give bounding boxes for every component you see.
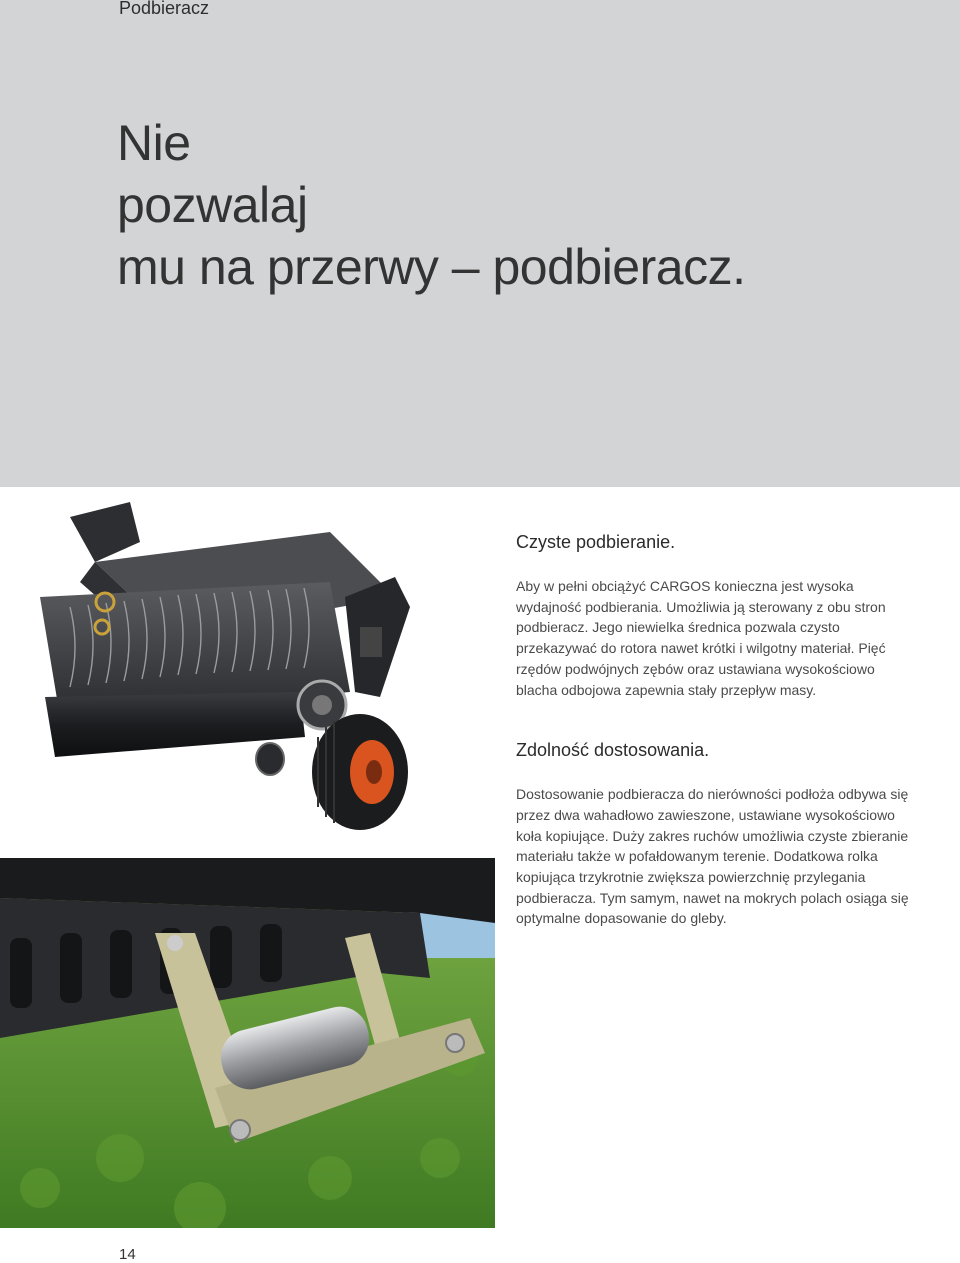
page-number: 14 [119,1246,136,1263]
pickup-machine-image [0,487,520,867]
title-line-3: mu na przerwy – podbieracz. [117,239,746,295]
title-line-1: Nie [117,115,191,171]
header-band [0,0,960,487]
title-line-2: pozwalaj [117,177,308,233]
pickup-field-photo [0,858,495,1228]
page-title [117,112,745,298]
section-label: Podbieracz [119,0,210,18]
text-column [516,530,916,929]
paragraph-clean-pickup: Aby w pełni obciążyć CARGOS konieczna jest wysoka wydajność podbierania. Umożliwia ją sterowany z obu stron podbieracz. Jego niewielka średnica pozwala czysto przekazywać do rotora nawet krótki i wilgotny materiał. Pięć rzędów podwójnych zębów oraz ustawiana wysokościowo blacha odbojowa zapewnia stały przepływ masy. [516,578,886,698]
paragraph-adaptability: Dostosowanie podbieracza do nierówności podłoża odbywa się przez dwa wahadłowo zawieszone, ustawiane wysokościowo koła kopiujące. Duży zakres ruchów umożliwia czyste zbieranie materiału także w pofałdowanym terenie. Dodatkowa rolka kopiująca trzykrotnie zwiększa powierzchnię przylegania podbieracza. Tym samym, nawet na mokrych polach osiąga się optymalne dopasowanie do gleby. [516,786,909,927]
heading-adaptability: Zdolność dostosowania. [516,740,710,761]
heading-clean-pickup: Czyste podbieranie. [516,532,676,552]
